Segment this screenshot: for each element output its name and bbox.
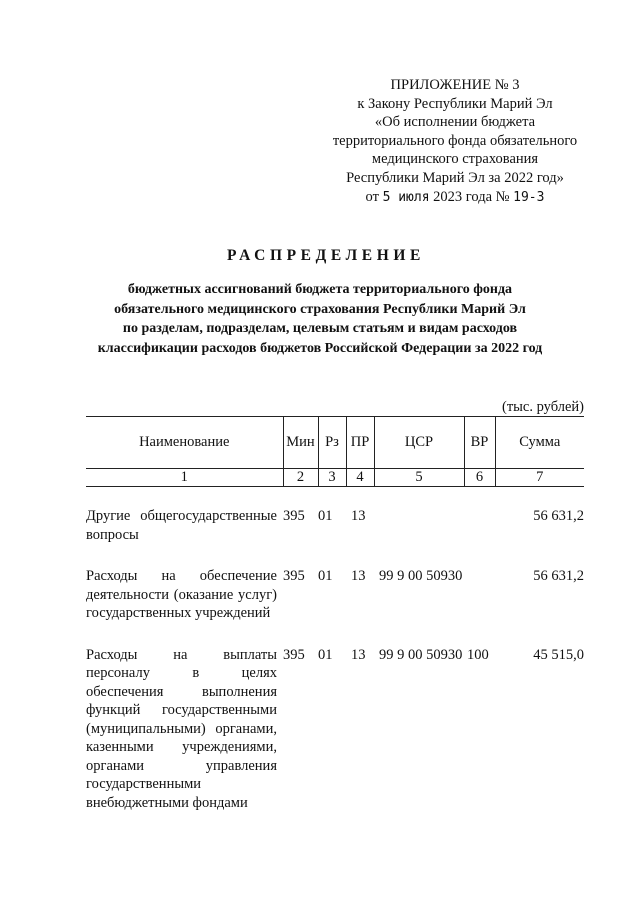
appendix-law-title-line4: Республики Марий Эл за 2022 год»: [346, 169, 564, 186]
row-rz: 01: [318, 508, 333, 524]
row-csr: 99 9 00 50930: [379, 568, 463, 584]
row-rz: 01: [318, 568, 333, 584]
row-rz: 01: [318, 646, 333, 663]
table-row: [86, 646, 584, 813]
subtitle-line3: по разделам, подразделам, целевым статьям и видам расходов: [122, 321, 518, 336]
row-pr: 13: [351, 646, 366, 663]
row-name: Другие общегосударственные вопросы: [86, 508, 277, 543]
row-pr: 13: [351, 508, 366, 524]
subtitle-line4: классификации расходов бюджетов Российской Федерации за 2022 год: [97, 340, 543, 356]
date-year: 2023 года №: [433, 188, 510, 205]
row-min: 395: [283, 646, 305, 663]
column-number: 6: [464, 469, 495, 487]
table-row: [86, 567, 584, 623]
table-body: [86, 507, 584, 835]
table-row: [86, 507, 584, 544]
column-number: 5: [374, 469, 464, 487]
column-number: 4: [346, 469, 374, 487]
column-number-row: [86, 469, 584, 487]
row-sum: 56 631,2: [533, 568, 584, 584]
row-min: 395: [283, 508, 305, 524]
row-vr: 100: [467, 646, 489, 663]
column-number: 2: [283, 469, 318, 487]
appendix-law-title-line2: территориального фонда обязательного: [332, 132, 578, 149]
table-header: [86, 416, 584, 487]
appendix-title: ПРИЛОЖЕНИЕ № 3: [390, 77, 520, 93]
date-day: 5 июля: [382, 189, 430, 205]
row-csr: 99 9 00 50930: [379, 646, 463, 663]
appendix-law-title-line3: медицинского страхования: [371, 151, 539, 168]
date-prefix: от: [365, 188, 379, 205]
header-rz: Рз: [318, 417, 346, 469]
header-row: [86, 417, 584, 469]
document-title: РАСПРЕДЕЛЕНИЕ: [227, 247, 425, 264]
subtitle-line2: обязательного медицинского страхования Республики Марий Эл: [114, 301, 526, 317]
header-pr: ПР: [346, 417, 374, 469]
appendix-law-title-line1: «Об исполнении бюджета: [374, 114, 536, 131]
appendix-date-line: [300, 188, 610, 208]
column-number: 7: [495, 469, 584, 487]
row-sum: 45 515,0: [533, 646, 584, 663]
law-number: 19-З: [513, 189, 545, 205]
subtitle-line1: бюджетных ассигнований бюджета территориального фонда: [127, 282, 513, 297]
header-min: Мин: [283, 417, 318, 469]
row-sum: 56 631,2: [533, 508, 584, 524]
header-csr: ЦСР: [374, 417, 464, 469]
header-vr: ВР: [464, 417, 495, 469]
header-sum: Сумма: [495, 417, 584, 469]
row-pr: 13: [351, 568, 366, 584]
appendix-law-reference: к Закону Республики Марий Эл: [357, 95, 553, 112]
appendix-header: [300, 76, 610, 207]
row-min: 395: [283, 568, 305, 584]
column-number: 1: [86, 469, 283, 487]
row-name: Расходы на выплаты персоналу в целях обеспечения выполнения функций государственными (муниципальными) органами, казенными учреждениями, органами управления государственными внебюджетными фондами: [86, 646, 277, 811]
column-number: 3: [318, 469, 346, 487]
document-subtitle: [60, 280, 580, 358]
units-label: (тыс. рублей): [502, 399, 584, 415]
header-name: Наименование: [86, 417, 283, 469]
row-name: Расходы на обеспечение деятельности (оказание услуг) государственных учреждений: [86, 568, 277, 621]
